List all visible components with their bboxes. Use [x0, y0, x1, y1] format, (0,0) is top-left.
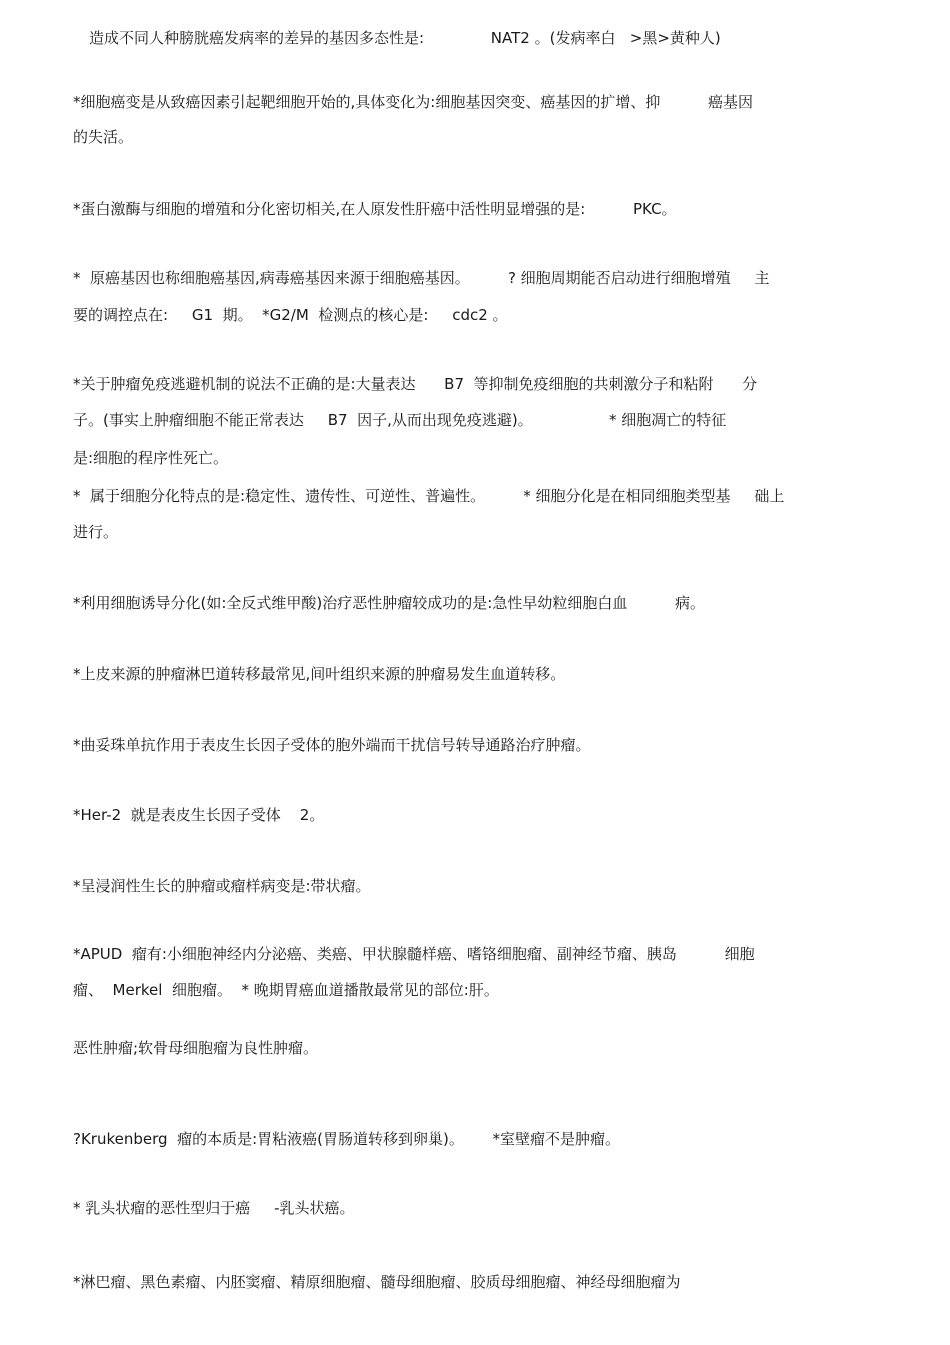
text-line: *呈浸润性生长的肿瘤或瘤样病变是:带状瘤。	[73, 877, 371, 895]
text-line: *曲妥珠单抗作用于表皮生长因子受体的胞外端而干扰信号转导通路治疗肿瘤。	[73, 736, 591, 754]
text-line: 的失活。	[73, 128, 134, 146]
text-line: 造成不同人种膀胱癌发病率的差异的基因多态性是: NAT2 。(发病率白 >黑>黄种人)	[89, 29, 721, 47]
text-line: 要的调控点在: G1 期。 *G2/M 检测点的核心是: cdc2 。	[73, 306, 508, 324]
text-line: * 乳头状瘤的恶性型归于癌 -乳头状癌。	[73, 1199, 355, 1217]
text-line: *APUD 瘤有:小细胞神经内分泌癌、类癌、甲状腺髓样癌、嗜铬细胞瘤、副神经节瘤、胰岛 细胞	[73, 945, 755, 963]
text-line: 瘤、 Merkel 细胞瘤。 * 晚期胃癌血道播散最常见的部位:肝。	[73, 981, 499, 999]
text-line: 恶性肿瘤;软骨母细胞瘤为良性肿瘤。	[73, 1039, 319, 1057]
text-line: 子。(事实上肿瘤细胞不能正常表达 B7 因子,从而出现免疫逃避)。 * 细胞凋亡的特征	[73, 411, 727, 429]
text-line: *上皮来源的肿瘤淋巴道转移最常见,间叶组织来源的肿瘤易发生血道转移。	[73, 665, 566, 683]
text-line: *关于肿瘤免疫逃避机制的说法不正确的是:大量表达 B7 等抑制免疫细胞的共刺激分子和粘附 分	[73, 375, 758, 393]
text-line: * 原癌基因也称细胞癌基因,病毒癌基因来源于细胞癌基因。 ? 细胞周期能否启动进行细胞增殖 主	[73, 269, 770, 287]
text-line: *蛋白激酶与细胞的增殖和分化密切相关,在人原发性肝癌中活性明显增强的是: PKC。	[73, 200, 677, 218]
text-line: *细胞癌变是从致癌因素引起靶细胞开始的,具体变化为:细胞基因突变、癌基因的扩增、抑 癌基因	[73, 93, 754, 111]
text-line: *Her-2 就是表皮生长因子受体 2。	[73, 806, 325, 824]
text-line: *利用细胞诱导分化(如:全反式维甲酸)治疗恶性肿瘤较成功的是:急性早幼粒细胞白血 病。	[73, 594, 705, 612]
text-line: *淋巴瘤、黑色素瘤、内胚窦瘤、精原细胞瘤、髓母细胞瘤、胶质母细胞瘤、神经母细胞瘤为	[73, 1273, 681, 1291]
text-line: 是:细胞的程序性死亡。	[73, 449, 229, 467]
text-line: 进行。	[73, 523, 119, 541]
text-line: * 属于细胞分化特点的是:稳定性、遗传性、可逆性、普遍性。 * 细胞分化是在相同细胞类型基 础上	[73, 487, 785, 505]
text-line: ?Krukenberg 瘤的本质是:胃粘液癌(胃肠道转移到卵巢)。 *室壁瘤不是肿瘤。	[73, 1130, 620, 1148]
